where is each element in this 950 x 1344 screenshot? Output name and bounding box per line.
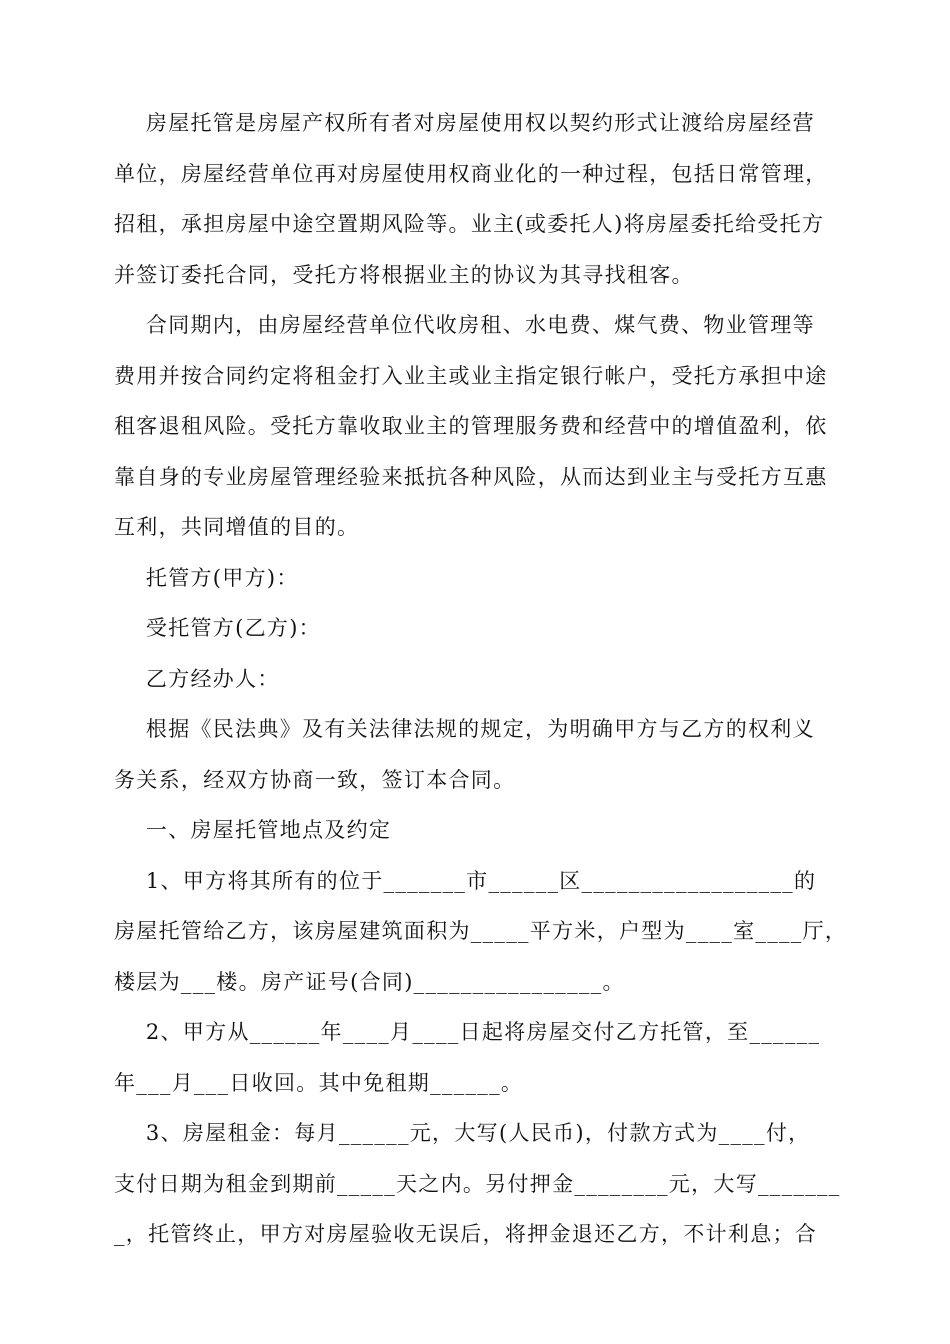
text-line: 根据《民法典》及有关法律法规的规定，为明确甲方与乙方的权利义 — [114, 717, 815, 741]
text-line: 招租，承担房屋中途空置期风险等。业主(或委托人)将房屋委托给受托方 — [114, 212, 825, 236]
clause-1-line: 楼层为___楼。房产证号(合同)________________。 — [114, 969, 625, 994]
text-line: 合同期内，由房屋经营单位代收房租、水电费、煤气费、物业管理等 — [114, 313, 815, 337]
clause-3-line: _，托管终止，甲方对房屋验收无误后，将押金退还乙方，不计利息；合 — [114, 1222, 818, 1246]
clause-1-line: 房屋托管给乙方，该房屋建筑面积为_____平方米，户型为____室____厅， — [114, 919, 848, 943]
text-line: 单位，房屋经营单位再对房屋使用权商业化的一种过程，包括日常管理， — [114, 161, 828, 186]
section-heading: 一、房屋托管地点及约定 — [114, 818, 392, 842]
text-line: 互利，共同增值的目的。 — [114, 515, 360, 539]
text-line: 租客退租风险。受托方靠收取业主的管理服务费和经营中的增值盈利，依 — [114, 414, 828, 438]
text-line: 务关系，经双方协商一致，签订本合同。 — [114, 767, 516, 792]
text-line: 房屋托管是房屋产权所有者对房屋使用权以契约形式让渡给房屋经营 — [114, 111, 815, 135]
text-line: 费用并按合同约定将租金打入业主或业主指定银行帐户，受托方承担中途 — [114, 363, 828, 388]
clause-2-line: 2、甲方从______年____月____日起将房屋交付乙方托管，至______ — [114, 1020, 821, 1044]
clause-3-line: 支付日期为租金到期前_____天之内。另付押金________元，大写_______ — [114, 1171, 841, 1196]
clause-1-line: 1、甲方将其所有的位于_______市______区__________________的 — [114, 868, 817, 893]
agent-line: 乙方经办人： — [114, 666, 280, 691]
text-line: 并签订委托合同，受托方将根据业主的协议为其寻找租客。 — [114, 262, 694, 287]
party-b-line: 受托管方(乙方)： — [114, 616, 321, 640]
clause-2-line: 年___月___日收回。其中免租期______。 — [114, 1070, 524, 1095]
clause-3-line: 3、房屋租金：每月______元，大写(人民币)，付款方式为____付， — [114, 1121, 811, 1145]
text-line: 靠自身的专业房屋管理经验来抵抗各种风险，从而达到业主与受托方互惠 — [114, 464, 828, 489]
party-a-line: 托管方(甲方)： — [114, 565, 299, 590]
contract-text — [114, 98, 848, 1260]
